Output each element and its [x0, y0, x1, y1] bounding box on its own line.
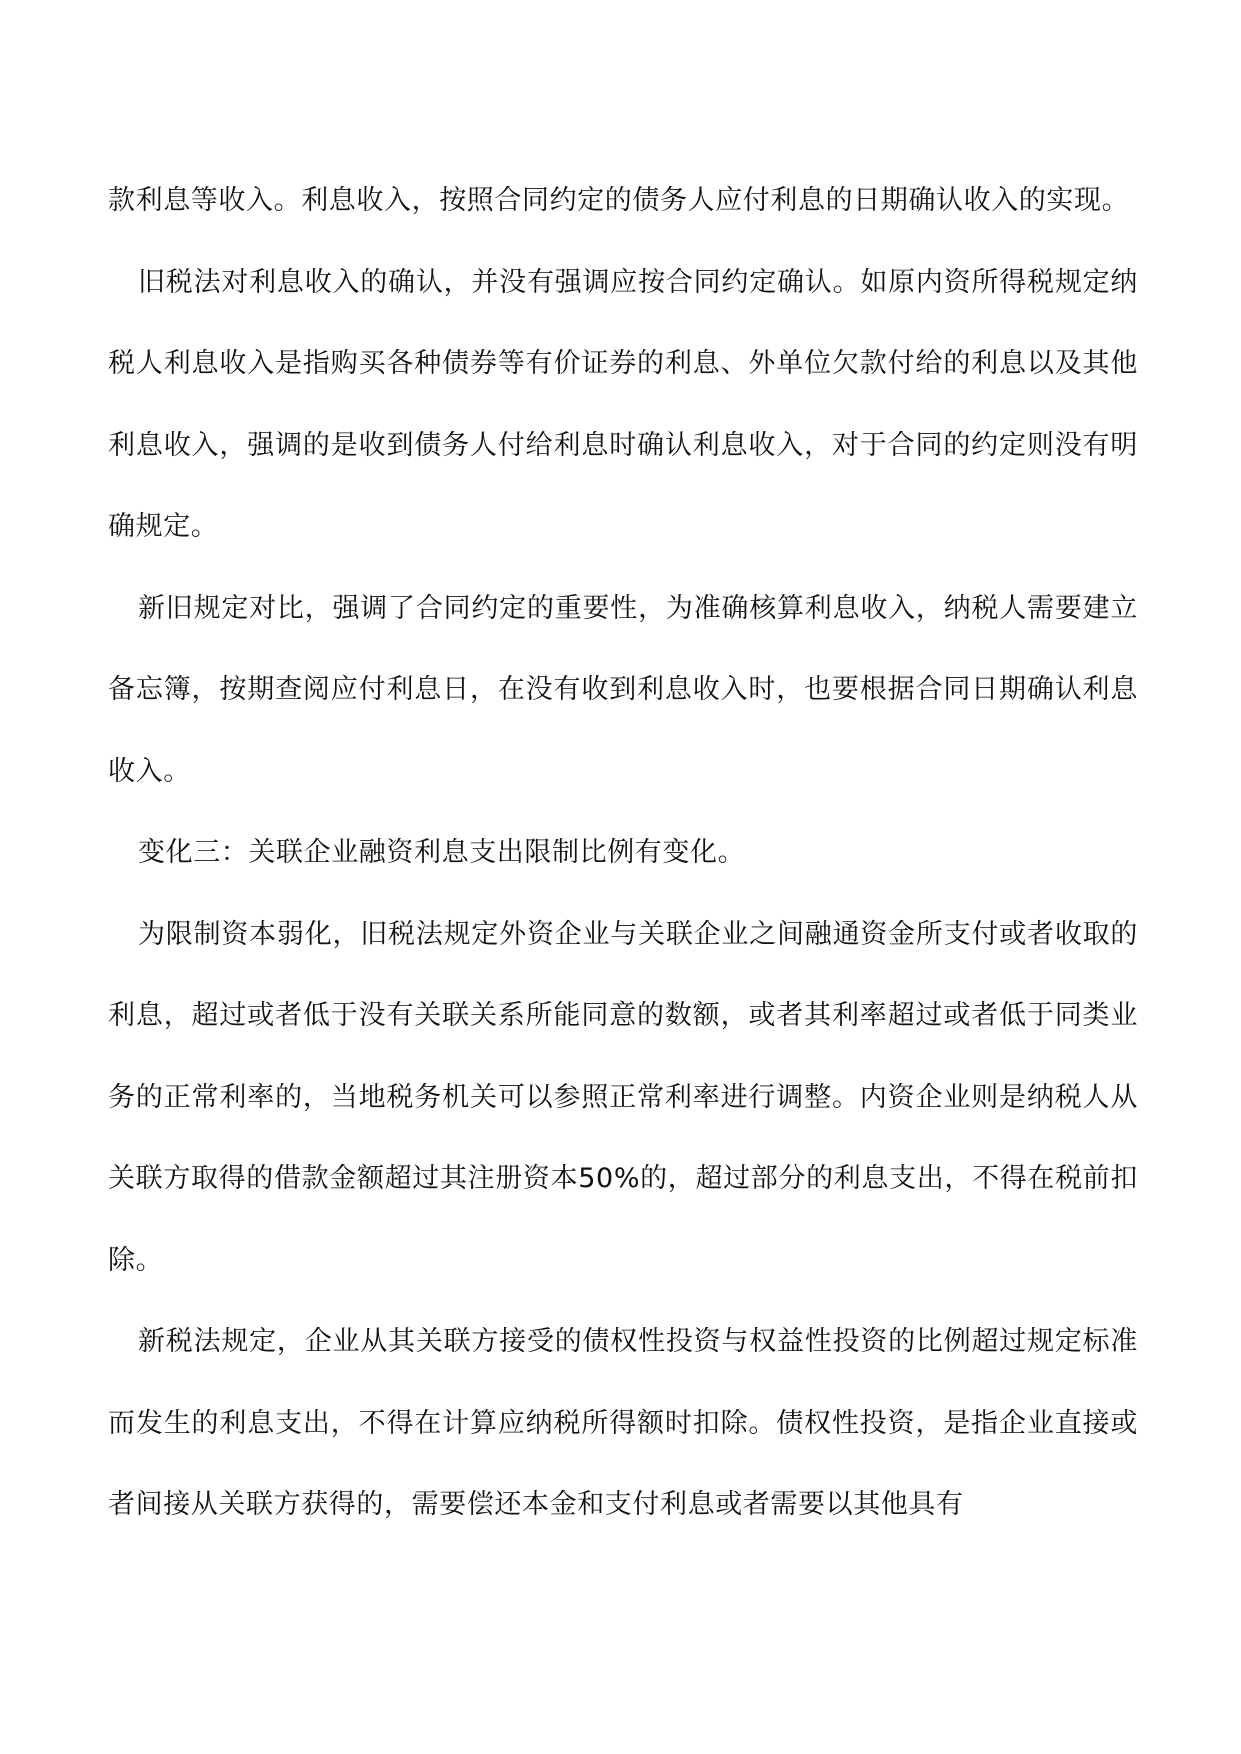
paragraph-1: 款利息等收入。利息收入，按照合同约定的债务人应付利息的日期确认收入的实现。 — [108, 185, 1130, 216]
document-body — [108, 160, 1138, 1546]
paragraph-4: 为限制资本弱化，旧税法规定外资企业与关联企业之间融通资金所支付或者收取的利息，超过或者低于没有关联关系所能同意的数额，或者其利率超过或者低于同类业务的正常利率的，当地税务机关可以参照正常利率进行调整。内资企业则是纳税人从关联方取得的借款金额超过其注册资本50%的，超过部分的利息支出，不得在税前扣除。 — [108, 918, 1138, 1276]
paragraph-2: 旧税法对利息收入的确认，并没有强调应按合同约定确认。如原内资所得税规定纳税人利息收入是指购买各种债券等有价证券的利息、外单位欠款付给的利息以及其他利息收入，强调的是收到债务人付给利息时确认利息收入，对于合同的约定则没有明确规定。 — [108, 266, 1138, 542]
section-heading: 变化三：关联企业融资利息支出限制比例有变化。 — [138, 837, 746, 868]
paragraph-3: 新旧规定对比，强调了合同约定的重要性，为准确核算利息收入，纳税人需要建立备忘簿，按期查阅应付利息日，在没有收到利息收入时，也要根据合同日期确认利息收入。 — [108, 592, 1138, 787]
paragraph-5: 新税法规定，企业从其关联方接受的债权性投资与权益性投资的比例超过规定标准而发生的利息支出，不得在计算应纳税所得额时扣除。债权性投资，是指企业直接或者间接从关联方获得的，需要偿还本金和支付利息或者需要以其他具有 — [108, 1326, 1138, 1520]
